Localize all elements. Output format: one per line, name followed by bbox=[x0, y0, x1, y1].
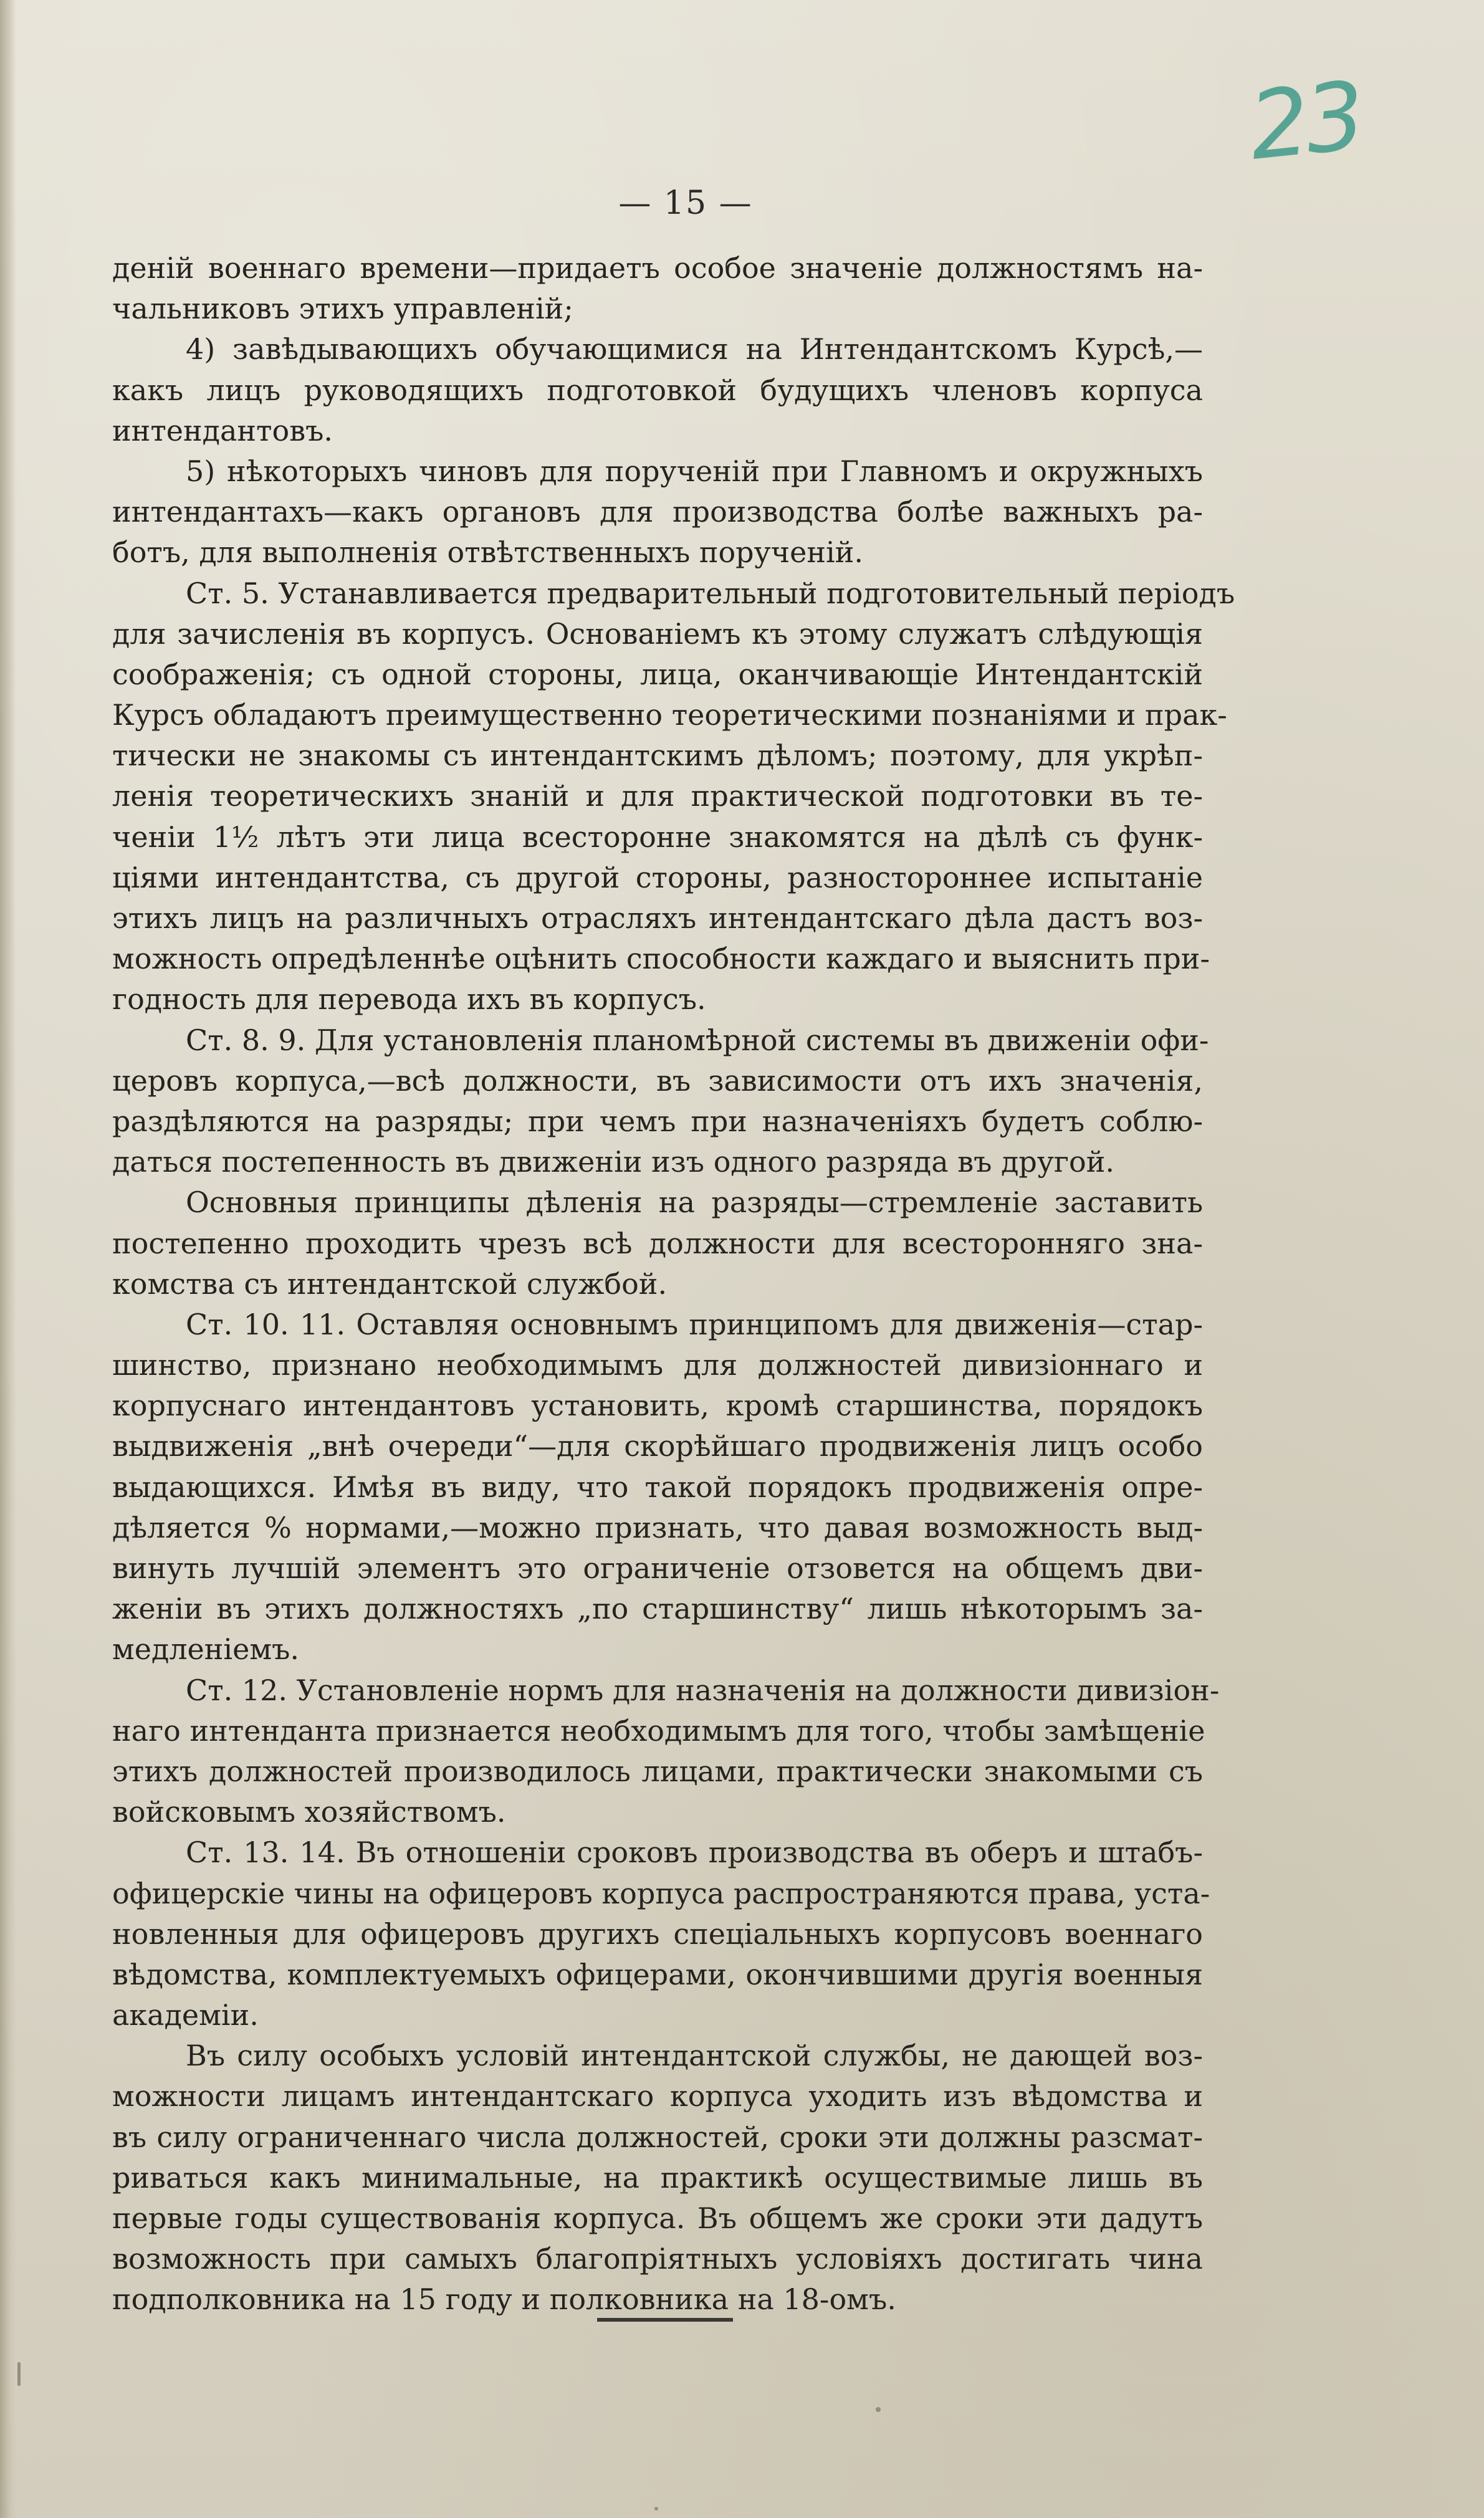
text-line: академіи. bbox=[112, 1998, 259, 2032]
text-line: возможность при самыхъ благопріятныхъ условіяхъ достигать чина bbox=[112, 2242, 1203, 2276]
text-line: интендантовъ. bbox=[112, 413, 333, 448]
text-line: винуть лучшій элементъ это ограниченіе отзовется на общемъ дви- bbox=[112, 1551, 1203, 1585]
archive-folio-number: 23 bbox=[1244, 62, 1367, 181]
page-number: — 15 — bbox=[618, 184, 753, 222]
text-line: ботъ, для выполненія отвѣтственныхъ порученій. bbox=[112, 535, 863, 570]
text-line: подполковника на 15 году и полковника на 18-омъ. bbox=[112, 2282, 896, 2317]
text-line: церовъ корпуса,—всѣ должности, въ зависимости отъ ихъ значенія, bbox=[112, 1063, 1203, 1098]
text-line: вѣдомства, комплектуемыхъ офицерами, окончившими другія военныя bbox=[112, 1957, 1203, 1991]
text-line: какъ лицъ руководящихъ подготовкой будущихъ членовъ корпуса bbox=[112, 373, 1203, 407]
text-line: риваться какъ минимальные, на практикѣ осуществимые лишь въ bbox=[112, 2160, 1203, 2195]
text-line: ченіи 1½ лѣтъ эти лица всесторонне знакомятся на дѣлѣ съ функ- bbox=[112, 820, 1203, 854]
paper-speck bbox=[654, 2507, 658, 2511]
text-line: новленныя для офицеровъ другихъ спеціальныхъ корпусовъ военнаго bbox=[112, 1917, 1203, 1951]
paper-speck bbox=[876, 2407, 881, 2412]
text-line: Ст. 5. Устанавливается предварительный подготовительный періодъ bbox=[186, 576, 1235, 610]
text-line: этихъ лицъ на различныхъ отрасляхъ интендантскаго дѣла дастъ воз- bbox=[112, 901, 1203, 935]
text-line: интендантахъ—какъ органовъ для производства болѣе важныхъ ра- bbox=[112, 495, 1203, 529]
text-line: Ст. 12. Установленіе нормъ для назначенія на должности дивизіон- bbox=[186, 1673, 1220, 1707]
text-line: офицерскіе чины на офицеровъ корпуса распространяются права, уста- bbox=[112, 1876, 1210, 1910]
text-line: войсковымъ хозяйствомъ. bbox=[112, 1795, 506, 1829]
text-line: соображенія; съ одной стороны, лица, оканчивающіе Интендантскій bbox=[112, 657, 1203, 691]
text-line: можности лицамъ интендантскаго корпуса уходить изъ вѣдомства и bbox=[112, 2079, 1203, 2113]
text-line: женіи въ этихъ должностяхъ „по старшинству“ лишь нѣкоторымъ за- bbox=[112, 1592, 1203, 1626]
text-line: Ст. 13. 14. Въ отношеніи сроковъ производства въ оберъ и штабъ- bbox=[186, 1836, 1203, 1870]
text-line: выдающихся. Имѣя въ виду, что такой порядокъ продвиженія опре- bbox=[112, 1470, 1203, 1504]
text-line: этихъ должностей производилось лицами, практически знакомыми съ bbox=[112, 1754, 1203, 1788]
text-line: первые годы существованія корпуса. Въ общемъ же сроки эти дадутъ bbox=[112, 2201, 1203, 2235]
text-line: ціями интендантства, съ другой стороны, разностороннее испытаніе bbox=[112, 860, 1203, 894]
text-line: Ст. 10. 11. Оставляя основнымъ принципомъ для движенія—стар- bbox=[186, 1307, 1203, 1341]
text-line: можность опредѣленнѣе оцѣнить способности каждаго и выяснить при- bbox=[112, 942, 1210, 976]
text-line: дѣляется % нормами,—можно признать, что давая возможность выд- bbox=[112, 1510, 1203, 1544]
text-line: годность для перевода ихъ въ корпусъ. bbox=[112, 982, 706, 1017]
text-line: выдвиженія „внѣ очереди“—для скорѣйшаго продвиженія лицъ особо bbox=[112, 1429, 1203, 1463]
text-line: 5) нѣкоторыхъ чиновъ для порученій при Главномъ и окружныхъ bbox=[186, 454, 1203, 488]
text-line: Въ силу особыхъ условій интендантской службы, не дающей воз- bbox=[186, 2039, 1203, 2073]
text-line: деній военнаго времени—придаетъ особое значеніе должностямъ на- bbox=[112, 251, 1203, 285]
page-binding-edge bbox=[0, 0, 16, 2518]
text-line: Ст. 8. 9. Для установленія планомѣрной системы въ движеніи офи- bbox=[186, 1023, 1209, 1057]
text-line: 4) завѣдывающихъ обучающимися на Интендантскомъ Курсѣ,— bbox=[186, 332, 1203, 366]
text-line: раздѣляются на разряды; при чемъ при назначеніяхъ будетъ соблю- bbox=[112, 1104, 1203, 1138]
closing-rule bbox=[597, 2318, 733, 2322]
text-line: ленія теоретическихъ знаній и для практической подготовки въ те- bbox=[112, 779, 1203, 813]
text-line: Основныя принципы дѣленія на разряды—стремленіе заставить bbox=[186, 1185, 1203, 1220]
text-line: постепенно проходить чрезъ всѣ должности для всесторонняго зна- bbox=[112, 1226, 1203, 1260]
text-line: въ силу ограниченнаго числа должностей, сроки эти должны разсмат- bbox=[112, 2120, 1203, 2154]
text-line: наго интенданта признается необходимымъ для того, чтобы замѣщеніе bbox=[112, 1713, 1205, 1748]
body-text bbox=[112, 248, 1235, 2320]
text-line: для зачисленія въ корпусъ. Основаніемъ къ этому служатъ слѣдующія bbox=[112, 616, 1203, 651]
text-line: Курсъ обладаютъ преимущественно теоретическими познаніями и прак- bbox=[112, 698, 1227, 732]
text-line: медленіемъ. bbox=[112, 1632, 300, 1667]
text-line: даться постепенность въ движеніи изъ одного разряда въ другой. bbox=[112, 1145, 1114, 1179]
paper-speck bbox=[17, 2362, 21, 2386]
text-line: комства съ интендантской службой. bbox=[112, 1266, 668, 1301]
text-line: чальниковъ этихъ управленій; bbox=[112, 292, 573, 326]
text-line: корпуснаго интендантовъ установить, кромѣ старшинства, порядокъ bbox=[112, 1389, 1203, 1423]
text-line: тически не знакомы съ интендантскимъ дѣломъ; поэтому, для укрѣп- bbox=[112, 739, 1203, 773]
text-line: шинство, признано необходимымъ для должностей дивизіоннаго и bbox=[112, 1348, 1203, 1382]
